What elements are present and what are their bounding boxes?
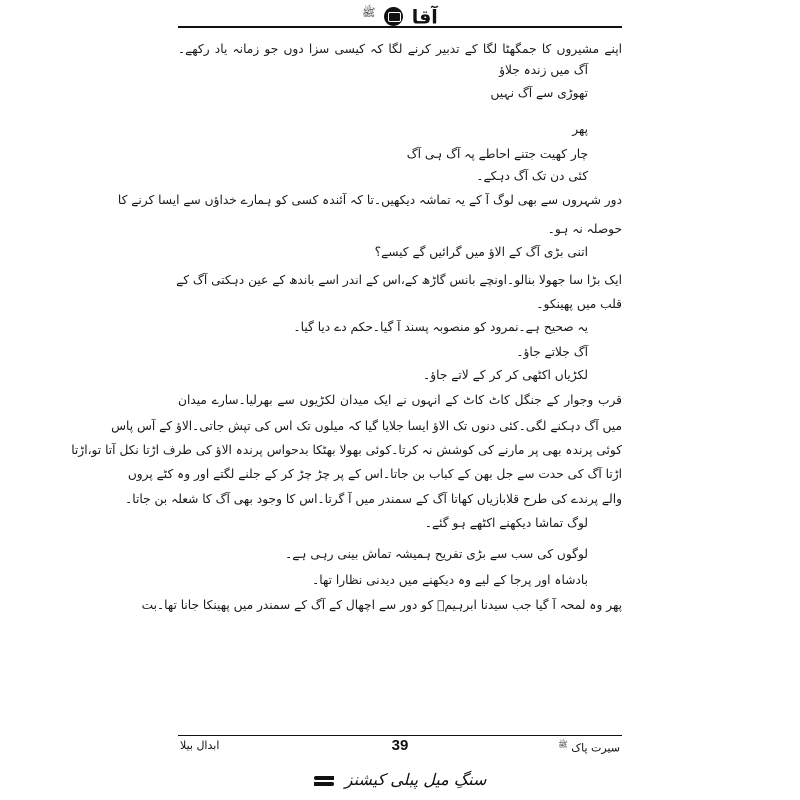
text-line: لوگ تماشا دیکھنے اکٹھے ہو گئے۔ <box>424 516 588 530</box>
text-line: کوئی پرندہ بھی پر مارنے کی کوشش نہ کرتا۔کوئی بھولا بھٹکا بدحواس پرندہ الاؤ کی طرف اڑتا نکل آتا تو،اڑتا <box>71 443 622 457</box>
header-title-text: آقا <box>411 6 438 29</box>
publisher-logo <box>300 770 500 796</box>
book-stack-icon <box>314 775 334 787</box>
text-line: لکڑیاں اکٹھی کر کر کے لاتے جاؤ۔ <box>423 368 588 382</box>
name-emblem-icon <box>384 7 403 26</box>
text-line: قرب وجوار کے جنگل کاٹ کاٹ کے انہوں نے ایک میدان لکڑیوں سے بھرلیا۔سارے میدان <box>178 393 622 407</box>
book-title <box>558 739 620 755</box>
book-title-text: سیرت پاک <box>571 741 620 755</box>
text-line: ایک بڑا سا جھولا بنالو۔اونچے بانس گاڑھ کے،اس کے اندر اسے باندھ کے عین دہکتی آگ کے <box>176 273 622 287</box>
text-line: والے پرندے کی طرح قلابازیاں کھاتا آگ کے سمندر میں آ گرتا۔اس کا وجود بھی آگ کا شعلہ بن جاتا۔ <box>125 492 622 506</box>
page-number: 39 <box>391 737 409 754</box>
author-name: ابدال بیلا <box>180 739 220 752</box>
text-line: آگ جلاتے جاؤ۔ <box>516 345 588 359</box>
header-rule <box>178 26 622 28</box>
text-line: چار کھیت جتنے احاطے پہ آگ ہی آگ <box>406 147 588 161</box>
text-line: پھر <box>572 122 588 136</box>
text-line: لوگوں کی سب سے بڑی تفریح ہمیشہ تماش بینی رہی ہے۔ <box>285 547 588 561</box>
honorific-icon: ﷺ <box>362 6 376 19</box>
text-line: حوصلہ نہ ہو۔ <box>547 222 622 236</box>
footer-rule <box>178 735 622 736</box>
text-line: اڑتا آگ کی حدت سے جل بھن کے کباب بن جاتا۔اس کے پر چڑ چڑ کر کے جلنے لگتے اور وہ کٹے پروں <box>127 467 622 481</box>
text-line: اپنے مشیروں کا جمگھٹا لگا کے تدبیر کرنے لگا کہ کیسی سزا دوں جو زمانہ یاد رکھے۔ <box>178 42 622 56</box>
text-line: کئی دن تک آگ دہکے۔ <box>476 169 588 183</box>
text-line: دور شہروں سے بھی لوگ آ کے یہ تماشہ دیکھیں۔تا کہ آئندہ کسی کو ہمارے خداؤں سے ایسا کرنے کا <box>117 193 622 207</box>
text-line: قلب میں پھینکو۔ <box>536 297 622 311</box>
text-line: پھر وہ لمحہ آ گیا جب سیدنا ابرہیمؑ کو دور سے اچھال کے آگ کے سمندر میں پھینکا جانا تھا۔بت <box>141 598 622 612</box>
text-line: یہ صحیح ہے۔نمرود کو منصوبہ پسند آ گیا۔حکم دے دیا گیا۔ <box>293 320 588 334</box>
text-line: اتنی بڑی آگ کے الاؤ میں گرائیں گے کیسے؟ <box>374 245 588 259</box>
text-line: بادشاہ اور پرجا کے لیے وہ دیکھنے میں دیدنی نظارا تھا۔ <box>312 573 588 587</box>
text-line: آگ میں زندہ جلاؤ <box>499 63 588 77</box>
header-title <box>178 2 622 28</box>
text-line: میں آگ دہکنے لگی۔کئی دنوں تک الاؤ ایسا جلایا گیا کہ میلوں تک اس کی تپش جاتی۔الاؤ کے آس پاس <box>111 419 622 433</box>
publisher-name: سنگِ میل پبلی کیشنز <box>344 770 487 789</box>
honorific-icon: ﷺ <box>558 740 568 749</box>
text-line: تھوڑی سے آگ نہیں <box>490 86 588 100</box>
